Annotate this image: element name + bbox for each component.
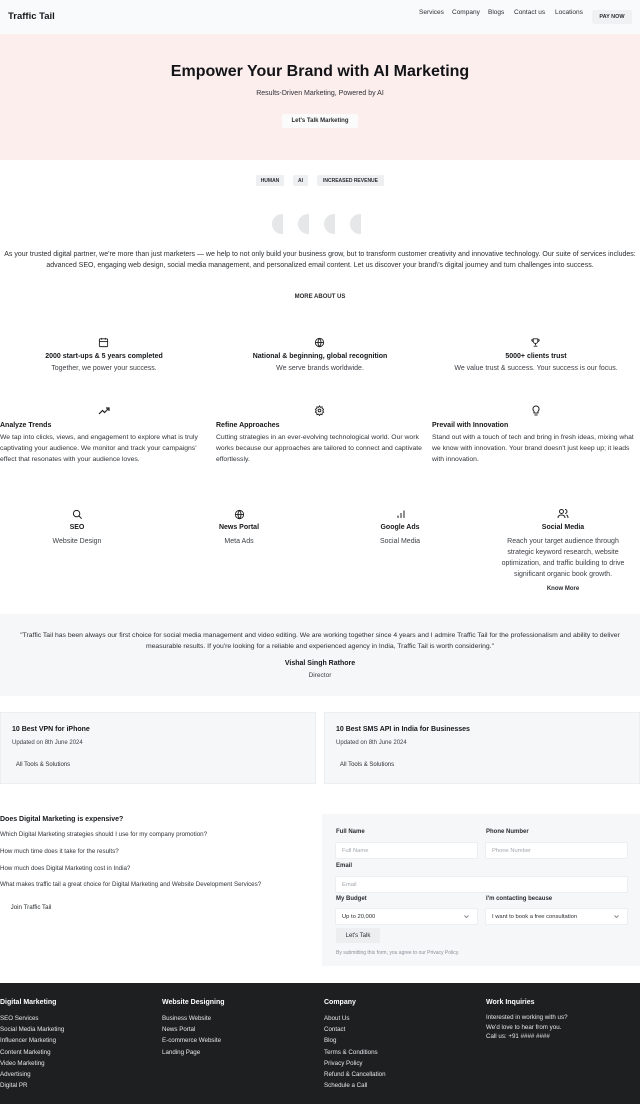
stat-desc: Together, we power your success. — [51, 365, 157, 372]
trophy-icon — [530, 337, 541, 350]
nav-blogs[interactable]: Blogs — [488, 9, 505, 16]
service-title: News Portal — [218, 524, 260, 531]
email-field[interactable]: Email — [335, 876, 628, 893]
footer-column-title: Company — [324, 999, 356, 1006]
footer-link[interactable]: Advertising — [0, 1071, 31, 1079]
pay-now-button[interactable]: PAY NOW — [592, 10, 632, 24]
service-desc: Social Media — [379, 538, 421, 545]
hero-title: Empower Your Brand with AI Marketing — [170, 63, 470, 80]
footer-link[interactable]: News Portal — [162, 1026, 196, 1034]
service-title: Social Media — [541, 524, 585, 531]
know-more-link[interactable]: Know More — [546, 586, 580, 592]
stat-card — [0, 353, 214, 372]
stat-card — [426, 353, 640, 372]
tag-human: HUMAN — [256, 175, 284, 186]
users-icon — [557, 508, 569, 521]
feature-desc: Stand out with a touch of tech and bring in fresh ideas, mixing what we know with innovation. Your brand doesn't just keep up; it leads with innovation. — [432, 434, 634, 463]
avatar — [350, 214, 361, 234]
footer-column — [162, 1013, 221, 1058]
article-date: Updated on 8th June 2024 — [12, 740, 83, 746]
service-card — [27, 524, 127, 547]
all-tools-button[interactable]: All Tools & Solutions — [339, 762, 395, 768]
footer-link[interactable]: Social Media Marketing — [0, 1026, 65, 1034]
service-desc: Meta Ads — [224, 538, 254, 545]
all-tools-button[interactable]: All Tools & Solutions — [15, 762, 71, 768]
nav-company[interactable]: Company — [452, 9, 480, 16]
footer-column — [0, 1013, 64, 1091]
site-footer — [0, 983, 640, 1104]
stat-card — [210, 353, 430, 372]
footer-link[interactable]: Landing Page — [162, 1048, 201, 1056]
nav-contact-us[interactable]: Contact us — [514, 9, 546, 16]
reason-value: I want to book a free consultation — [492, 913, 578, 920]
feature-title: Refine Approaches — [216, 422, 280, 429]
email-label: Email — [336, 863, 353, 869]
service-desc: Reach your target audience through strategic keyword research, website optimization, and traffic building to drive significant organic book growth. — [501, 538, 625, 578]
join-traffic-tail-button[interactable]: Join Traffic Tail — [10, 903, 52, 911]
footer-link[interactable]: Privacy Policy — [324, 1059, 363, 1067]
footer-link[interactable]: Digital PR — [0, 1082, 28, 1090]
trending-up-icon — [98, 406, 110, 418]
testimonial-role: Director — [308, 672, 332, 679]
phone-field[interactable]: Phone Number — [485, 842, 628, 859]
site-logo[interactable]: Traffic Tail — [8, 11, 55, 22]
reason-select[interactable] — [485, 908, 628, 925]
lightbulb-icon — [531, 405, 541, 419]
footer-column — [324, 1013, 386, 1091]
lets-talk-marketing-button[interactable]: Let's Talk Marketing — [282, 114, 358, 128]
tag-increased-revenue: INCREASED REVENUE — [317, 175, 384, 186]
more-about-us-link[interactable]: MORE ABOUT US — [294, 294, 346, 300]
avatar — [324, 214, 335, 234]
feature-card — [216, 422, 426, 465]
article-date: Updated on 8th June 2024 — [336, 740, 407, 746]
site-header — [0, 0, 640, 34]
stat-title: 2000 start-ups & 5 years completed — [45, 353, 163, 360]
bar-chart-icon — [396, 509, 406, 521]
footer-column-title: Website Designing — [162, 999, 225, 1006]
footer-link[interactable]: About Us — [324, 1015, 350, 1022]
footer-column — [486, 1013, 568, 1042]
testimonial-section — [0, 614, 640, 696]
footer-link[interactable]: Influencer Marketing — [0, 1037, 57, 1045]
faq-item[interactable]: Which Digital Marketing strategies should I use for my company promotion? — [0, 831, 208, 838]
footer-link[interactable]: Business Website — [162, 1015, 212, 1022]
service-card — [493, 524, 633, 580]
phone-label: Phone Number — [486, 829, 529, 835]
search-icon — [72, 509, 83, 522]
feature-title: Analyze Trends — [0, 422, 52, 429]
footer-link[interactable]: Contact — [324, 1026, 346, 1034]
chevron-down-icon — [613, 913, 620, 922]
faq-item[interactable]: How much does Digital Marketing cost in India? — [0, 865, 131, 872]
footer-text: Interested in working with us? — [486, 1014, 568, 1021]
testimonial-name: Vishal Singh Rathore — [284, 660, 356, 667]
stat-title: National & beginning, global recognition — [252, 353, 388, 360]
avatar — [298, 214, 309, 234]
footer-link[interactable]: Refund & Cancellation — [324, 1071, 386, 1079]
footer-link[interactable]: Video Marketing — [0, 1059, 45, 1067]
faq-item[interactable]: What makes traffic tail a great choice for Digital Marketing and Website Development Services? — [0, 881, 262, 888]
settings-icon — [314, 405, 325, 418]
full-name-field[interactable]: Full Name — [335, 842, 478, 859]
footer-link[interactable]: E-commerce Website — [162, 1037, 222, 1045]
stat-title: 5000+ clients trust — [505, 353, 567, 360]
footer-phone[interactable]: Call us: +91 #### #### — [486, 1033, 550, 1040]
reason-label: I'm contacting because — [486, 896, 553, 902]
about-text: As your trusted digital partner, we're more than just marketers — we help to not only build your business grow, but to transform customer creativity and innovative technology. Our suite of services includes: advanced SEO, engaging web design, social media management, and personalized email content. Let us discover your brand\'s digital journey and turn challenges into success. — [4, 251, 636, 269]
faq-item[interactable]: How much time does it take for the results? — [0, 848, 119, 855]
globe-icon — [314, 337, 325, 350]
feature-card — [432, 422, 638, 465]
calendar-icon — [98, 337, 109, 350]
faq-title[interactable]: Does Digital Marketing is expensive? — [0, 816, 124, 823]
tag-ai: AI — [293, 175, 308, 186]
footer-link[interactable]: SEO Services — [0, 1015, 39, 1022]
budget-label: My Budget — [336, 896, 367, 902]
hero-section — [0, 34, 640, 160]
service-card — [350, 524, 450, 547]
footer-text: We'd love to hear from you. — [486, 1023, 562, 1031]
feature-title: Prevail with Innovation — [432, 422, 509, 429]
service-desc: Website Design — [52, 538, 102, 545]
article-card[interactable] — [324, 712, 640, 784]
service-title: SEO — [69, 524, 85, 531]
full-name-label: Full Name — [336, 829, 365, 835]
stat-desc: We serve brands worldwide. — [276, 365, 364, 372]
footer-column-title: Work Inquiries — [486, 999, 535, 1006]
chevron-down-icon — [463, 913, 470, 922]
footer-link[interactable]: Blog — [324, 1037, 337, 1045]
avatar — [272, 214, 283, 234]
feature-card — [0, 422, 210, 465]
footer-column-title: Digital Marketing — [0, 999, 57, 1006]
form-disclaimer: By submitting this form, you agree to our Privacy Policy. — [336, 950, 460, 956]
article-title[interactable]: 10 Best VPN for iPhone — [12, 726, 90, 733]
footer-link[interactable]: Content Marketing — [0, 1048, 51, 1056]
footer-link[interactable]: Terms & Conditions — [324, 1048, 378, 1056]
budget-select[interactable] — [335, 908, 478, 925]
nav-services[interactable]: Services — [419, 9, 444, 16]
service-card — [189, 524, 289, 547]
hero-subtitle: Results-Driven Marketing, Powered by AI — [256, 90, 384, 97]
globe-icon — [234, 509, 245, 522]
testimonial-quote: "Traffic Tail has been always our first choice for social media management and video editing. We are working together since 4 years and I admire Traffic Tail for the professionalism and ability to deliver measurable results. If you're looking for a reliable and experienced agency in India, Traffic Tail is worth considering." — [20, 632, 620, 650]
lets-talk-button[interactable]: Let's Talk — [336, 928, 380, 943]
stat-desc: We value trust & success. Your success is our focus. — [454, 365, 618, 372]
service-title: Google Ads — [380, 524, 420, 531]
budget-value: Up to 20,000 — [342, 913, 376, 920]
feature-desc: We tap into clicks, views, and engagement to explore what is truly captivating your audience. We monitor and track your campaigns' effect that resonates with your audience loves. — [0, 434, 198, 463]
feature-desc: Cutting strategies in an ever-evolving technological world. Our work works because our approaches are tailored to connect and captivate effortlessly. — [216, 434, 422, 463]
article-title[interactable]: 10 Best SMS API in India for Businesses — [336, 726, 470, 733]
nav-locations[interactable]: Locations — [555, 9, 583, 16]
article-card[interactable] — [0, 712, 316, 784]
footer-link[interactable]: Schedule a Call — [324, 1082, 368, 1090]
